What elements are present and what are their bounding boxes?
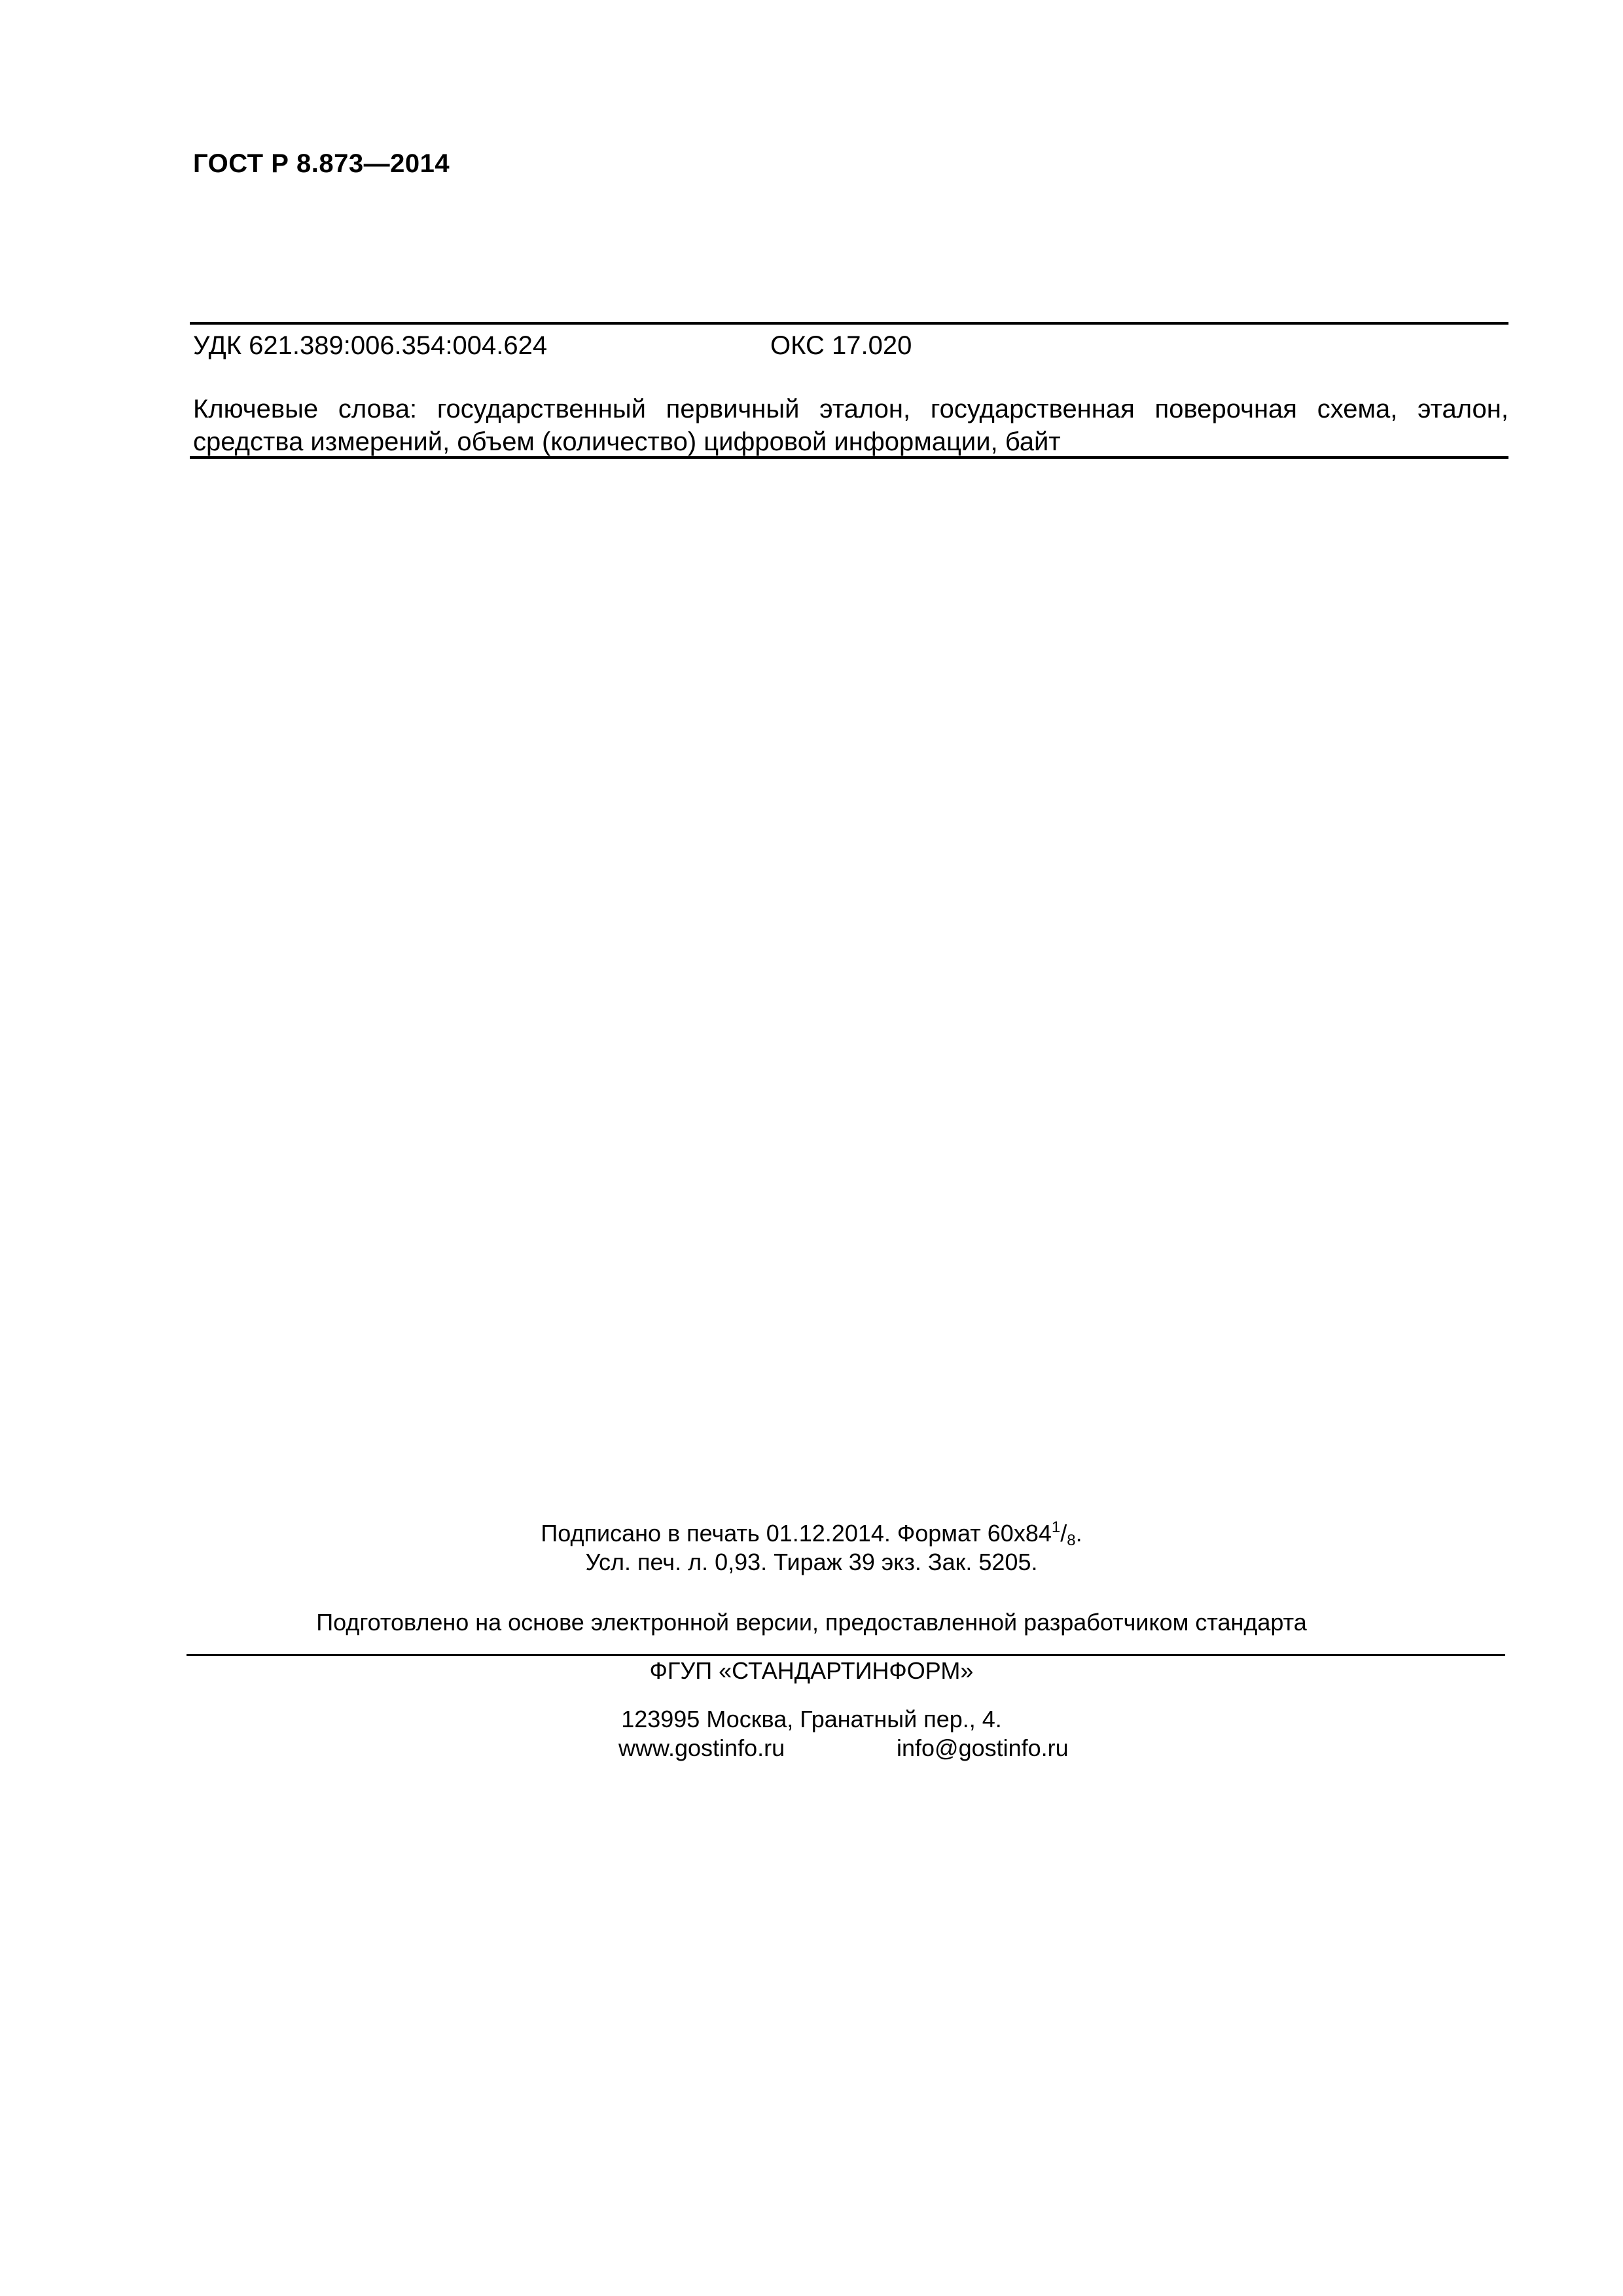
format-slash: / [1060, 1520, 1067, 1547]
signed-for-print-line [0, 1520, 1623, 1547]
keywords-divider [190, 456, 1508, 459]
format-numerator: 1 [1051, 1518, 1061, 1536]
top-divider [190, 322, 1508, 325]
print-info-line: Усл. печ. л. 0,93. Тираж 39 экз. Зак. 5205. [585, 1549, 1038, 1575]
publisher-address: 123995 Москва, Гранатный пер., 4. [621, 1706, 1002, 1732]
publisher-email: info@gostinfo.ru [897, 1734, 1069, 1761]
document-code: ГОСТ Р 8.873—2014 [193, 149, 450, 178]
format-denominator: 8 [1067, 1532, 1076, 1549]
oks-code: ОКС 17.020 [770, 331, 912, 360]
imprint-divider [187, 1654, 1505, 1656]
prepared-note: Подготовлено на основе электронной версии, предоставленной разработчиком стандарта [316, 1609, 1307, 1636]
keywords-paragraph: Ключевые слова: государственный первичный эталон, государственная поверочная схема, эталон, средства измерений, объем (количество) цифровой информации, байт [193, 395, 1508, 456]
signed-for-print-text: Подписано в печать 01.12.2014. Формат 60x84 [541, 1520, 1052, 1547]
udk-code: УДК 621.389:006.354:004.624 [193, 331, 548, 360]
publisher-website: www.gostinfo.ru [618, 1734, 785, 1761]
format-period: . [1075, 1520, 1082, 1547]
publisher-name: ФГУП «СТАНДАРТИНФОРМ» [649, 1657, 974, 1684]
